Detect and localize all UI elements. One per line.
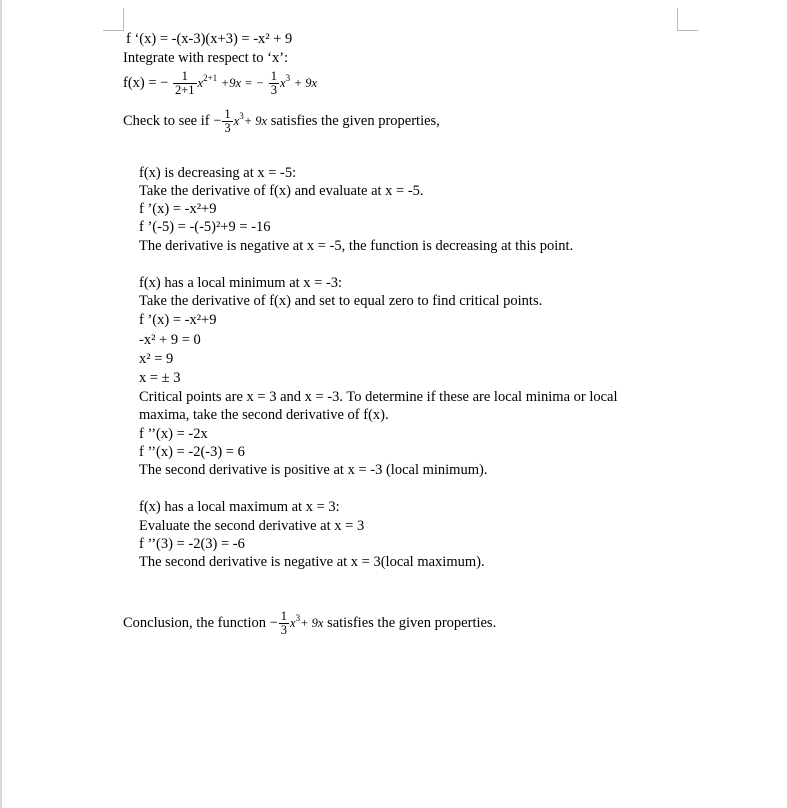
check-sentence xyxy=(123,108,440,135)
conclusion-minus: − xyxy=(269,614,278,631)
section1-heading: f(x) is decreasing at x = -5: xyxy=(139,165,297,181)
section1-line: f ’(x) = -x²+9 xyxy=(139,201,217,217)
section2-line: Critical points are x = 3 and x = -3. To determine if these are local minima or local xyxy=(139,389,618,405)
section3-line: f ’’(3) = -2(3) = -6 xyxy=(139,536,245,552)
fraction-denominator: 3 xyxy=(224,121,231,135)
section2-line: f ’’(x) = -2x xyxy=(139,426,208,442)
crop-mark-top-right xyxy=(677,8,698,31)
fraction-numerator: 1 xyxy=(270,69,278,83)
fraction-numerator: 1 xyxy=(280,609,288,623)
fraction-denominator: 3 xyxy=(280,623,288,637)
check-minus: − xyxy=(213,112,222,129)
fraction-numerator: 1 xyxy=(224,107,231,121)
section3-heading: f(x) has a local maximum at x = 3: xyxy=(139,499,340,515)
fraction-denominator: 2+1 xyxy=(174,83,195,97)
section2-line: x² = 9 xyxy=(139,351,174,367)
check-prefix: Check to see if xyxy=(123,112,210,129)
conclusion-fraction xyxy=(279,610,289,637)
section2-line: Take the derivative of f(x) and set to equal zero to find critical points. xyxy=(139,293,543,309)
check-variable: x xyxy=(233,113,240,128)
integral-variable: x xyxy=(280,75,286,90)
section1-conclusion: The derivative is negative at x = -5, the function is decreasing at this point. xyxy=(139,238,574,254)
section2-line: -x² + 9 = 0 xyxy=(139,332,201,348)
integral-exponent: 3 xyxy=(285,72,291,83)
conclusion-tail: + 9x xyxy=(300,615,324,630)
integral-exponent: 2+1 xyxy=(203,72,218,83)
section2-line: f ’(x) = -x²+9 xyxy=(139,312,217,328)
derivative-line: f ‘(x) = -(x-3)(x+3) = -x² + 9 xyxy=(126,31,293,47)
check-tail: + 9x xyxy=(243,113,268,128)
integral-middle: +9x = − xyxy=(220,75,265,90)
conclusion-exponent: 3 xyxy=(295,612,301,623)
check-exponent: 3 xyxy=(239,110,244,121)
fraction-numerator: 1 xyxy=(181,69,188,83)
integral-equation xyxy=(123,70,317,97)
integral-fraction-1 xyxy=(173,70,197,97)
section2-line: maxima, take the second derivative of f(x). xyxy=(139,407,389,423)
conclusion-suffix: satisfies the given properties. xyxy=(323,614,497,631)
integral-fraction-2 xyxy=(269,70,279,97)
check-fraction xyxy=(222,108,232,135)
section1-line: f ’(-5) = -(-5)²+9 = -16 xyxy=(139,219,271,235)
section3-conclusion: The second derivative is negative at x = 3(local maximum). xyxy=(139,554,485,570)
integral-lhs: f(x) = − xyxy=(123,74,169,91)
page-edge xyxy=(0,0,2,808)
section2-heading: f(x) has a local minimum at x = -3: xyxy=(139,275,343,291)
section3-line: Evaluate the second derivative at x = 3 xyxy=(139,518,365,534)
fraction-denominator: 3 xyxy=(270,83,278,97)
section2-line: x = ± 3 xyxy=(139,370,181,386)
section2-conclusion: The second derivative is positive at x = -3 (local minimum). xyxy=(139,462,488,478)
integrate-instruction: Integrate with respect to ‘x’: xyxy=(123,50,289,66)
integral-tail: + 9x xyxy=(293,75,318,90)
conclusion-prefix: Conclusion, the function xyxy=(123,614,266,631)
crop-mark-top-left xyxy=(103,8,124,31)
section2-line: f ’’(x) = -2(-3) = 6 xyxy=(139,444,245,460)
check-suffix: satisfies the given properties, xyxy=(267,112,440,129)
conclusion-variable: x xyxy=(290,615,296,630)
section1-line: Take the derivative of f(x) and evaluate at x = -5. xyxy=(139,183,424,199)
integral-variable: x xyxy=(197,75,204,90)
conclusion-sentence xyxy=(123,610,496,637)
